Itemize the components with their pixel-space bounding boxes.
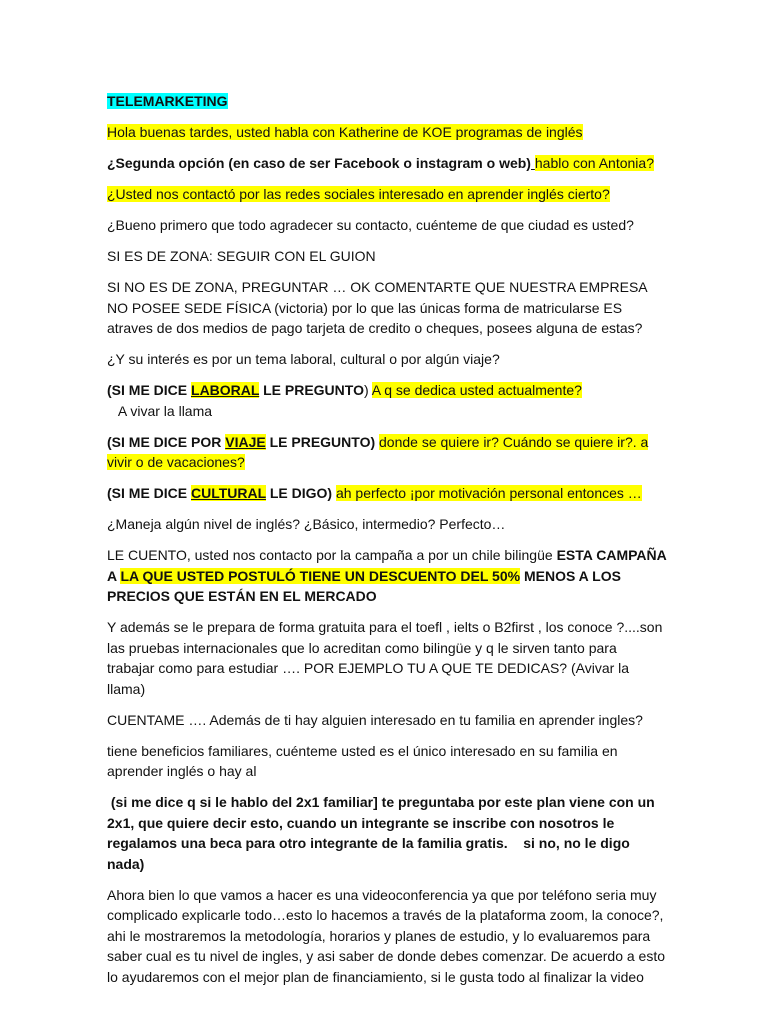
campaign-highlight: LA QUE USTED POSTULÓ TIENE UN DESCUENTO DEL 50% bbox=[120, 567, 521, 584]
campaign-pre: LE CUENTO, usted nos contacto por la campaña a por un chile bilingüe bbox=[107, 547, 557, 563]
campaign-bold1: ESTA CAMPAÑA A bbox=[107, 547, 667, 584]
document-body bbox=[107, 91, 667, 998]
laboral-tail: A vivar la llama bbox=[107, 402, 213, 419]
cultural-pre: (SI ME DICE bbox=[107, 485, 192, 501]
laboral-close: ) bbox=[363, 382, 369, 398]
benefits-paragraph: tiene beneficios familiares, cuénteme usted es el único interesado en su familia en aprender inglés o hay al bbox=[107, 742, 618, 779]
title-line bbox=[107, 91, 667, 112]
second-option-prefix: ¿Segunda opción (en caso de ser Facebook o instagram o web) bbox=[107, 155, 531, 171]
laboral-line bbox=[107, 380, 667, 421]
cultural-mid: LE DIGO) bbox=[265, 485, 333, 501]
cultural-key: CULTURAL bbox=[191, 485, 266, 501]
second-option-line bbox=[107, 153, 667, 174]
campaign-bold2: MENOS A LOS PRECIOS QUE ESTÁN EN EL MERCADO bbox=[107, 567, 621, 604]
greeting-text: Hola buenas tardes, usted habla con Katherine de KOE programas de inglés bbox=[107, 124, 583, 140]
cultural-line bbox=[107, 483, 667, 504]
contact-question-text: ¿Usted nos contactó por las redes sociales interesado en aprender inglés cierto? bbox=[107, 186, 610, 202]
contact-question-line bbox=[107, 184, 667, 205]
campaign-paragraph bbox=[107, 545, 667, 607]
second-option-highlight: hablo con Antonia? bbox=[534, 155, 654, 171]
zone-yes-line: SI ES DE ZONA: SEGUIR CON EL GUION bbox=[107, 248, 376, 264]
viaje-line bbox=[107, 432, 667, 473]
viaje-question: donde se quiere ir? Cuándo se quiere ir?. a vivir o de vacaciones? bbox=[107, 433, 649, 470]
laboral-mid: LE PREGUNTO bbox=[259, 382, 364, 398]
zone-no-paragraph: SI NO ES DE ZONA, PREGUNTAR … OK COMENTARTE QUE NUESTRA EMPRESA NO POSEE SEDE FÍSICA (victoria) por lo que las únicas forma de matricularse ES atraves de dos medios de pago tarjeta de credito o cheques, posees alguna de estas? bbox=[107, 279, 647, 336]
twoxone-paragraph: (si me dice q si le hablo del 2x1 familiar] te preguntaba por este plan viene con un 2x1, que quiere decir esto, cuando un integrante se inscribe con nosotros le regalamos una beca para otro integrante de la familia gratis. si no, no le digo nada) bbox=[107, 794, 659, 872]
viaje-key: VIAJE bbox=[225, 433, 266, 450]
viaje-pre: (SI ME DICE POR bbox=[107, 433, 226, 450]
doc-title: TELEMARKETING bbox=[107, 93, 228, 109]
thanks-line: ¿Bueno primero que todo agradecer su contacto, cuénteme de que ciudad es usted? bbox=[107, 217, 634, 233]
family-line: CUENTAME …. Además de ti hay alguien interesado en tu familia en aprender ingles? bbox=[107, 711, 643, 728]
laboral-pre: (SI ME DICE bbox=[107, 382, 192, 398]
greeting-line bbox=[107, 122, 667, 143]
viaje-mid: LE PREGUNTO) bbox=[265, 433, 376, 450]
interest-line: ¿Y su interés es por un tema laboral, cultural o por algún viaje? bbox=[107, 351, 500, 367]
level-line: ¿Maneja algún nivel de inglés? ¿Básico, intermedio? Perfecto… bbox=[107, 516, 506, 532]
laboral-question: A q se dedica usted actualmente? bbox=[371, 382, 582, 398]
tests-paragraph: Y además se le prepara de forma gratuita para el toefl , ielts o B2first , los conoce ?....son las pruebas internacionales que lo acreditan como bilingüe y q le sirven tanto para trabajar como para estudiar …. POR EJEMPLO TU A QUE TE DEDICAS? (Avivar la llama) bbox=[107, 619, 663, 697]
video-paragraph: Ahora bien lo que vamos a hacer es una videoconferencia ya que por teléfono seria muy complicado explicarle todo…esto lo hacemos a través de la plataforma zoom, la conoce?, ahi le mostraremos la metodología, horarios y planes de estudio, y lo evaluaremos para saber cual es tu nivel de ingles, y asi saber de donde debes comenzar. De acuerdo a esto lo ayudaremos con el mejor plan de financiamiento, si le gusta todo al finalizar la video bbox=[107, 886, 666, 985]
laboral-key: LABORAL bbox=[191, 382, 260, 398]
cultural-question: ah perfecto ¡por motivación personal entonces … bbox=[335, 485, 642, 501]
